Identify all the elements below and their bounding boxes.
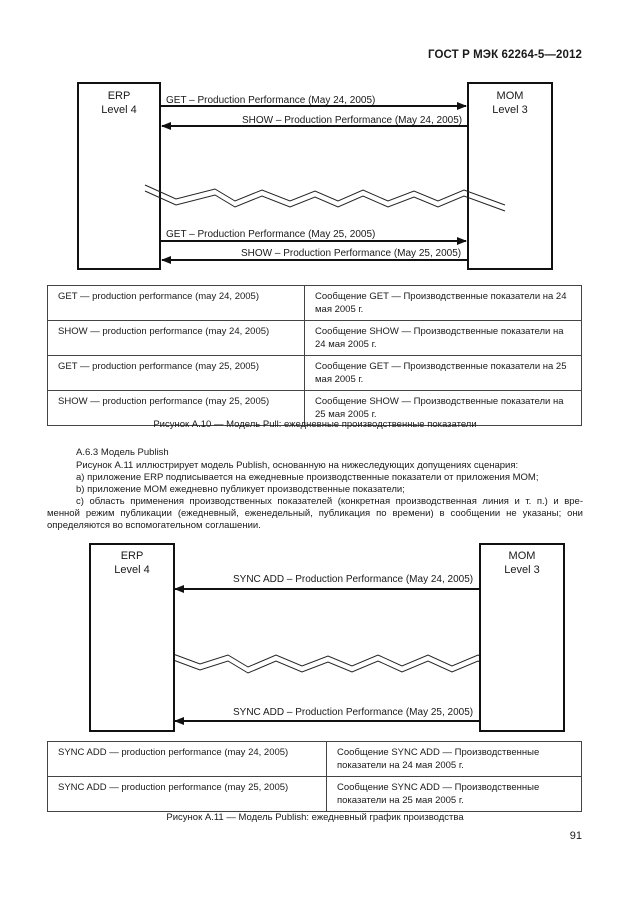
table-cell-ru: Сообщение SYNC ADD — Производственные показатели на 24 мая 2005 г. xyxy=(327,742,582,777)
arrow-label-show-may24: SHOW – Production Performance (May 24, 2005) xyxy=(242,115,463,126)
table-row xyxy=(48,286,582,321)
arrow-label-sync-add-may25: SYNC ADD – Production Performance (May 25, 2005) xyxy=(233,707,474,718)
standard-designation: ГОСТ Р МЭК 62264-5—2012 xyxy=(428,49,582,61)
arrow-label-show-may25: SHOW – Production Performance (May 25, 2005) xyxy=(241,248,462,259)
table-row xyxy=(48,742,582,777)
erp-box-level-2: Level 4 xyxy=(114,564,150,576)
mom-box-level: Level 3 xyxy=(492,104,528,116)
erp-box-level: Level 4 xyxy=(101,104,137,116)
mom-box-title-2: MOM xyxy=(508,550,536,562)
section-line-3: b) приложение MOM ежедневно публикует производственные показатели; xyxy=(76,484,405,495)
table-cell-en: SYNC ADD — production performance (may 25, 2005) xyxy=(48,777,327,812)
erp-box-title-2: ERP xyxy=(120,550,144,562)
arrow-label-get-may25: GET – Production Performance (May 25, 2005) xyxy=(166,229,376,240)
figure10-caption: Рисунок А.10 — Модель Pull: ежедневные производственные показатели xyxy=(153,419,477,430)
section-line-2: a) приложение ERP подписывается на ежедневные производственные показатели от приложения MOM; xyxy=(76,472,539,483)
section-line-4: c) область применения производственных показателей (конкретная производственная линия и т. п.) и вре- xyxy=(76,496,583,507)
figure10-legend-table xyxy=(47,285,582,426)
mom-box-level-2: Level 3 xyxy=(504,564,540,576)
mom-box-title: MOM xyxy=(496,90,524,102)
table-cell-en: SHOW — production performance (may 25, 2005) xyxy=(48,391,305,426)
mom-box-2 xyxy=(479,543,565,732)
arrow-label-sync-add-may24: SYNC ADD – Production Performance (May 24, 2005) xyxy=(233,574,474,585)
page-number: 91 xyxy=(569,830,582,842)
section-heading: A.6.3 Модель Publish xyxy=(76,447,169,458)
table-cell-en: SYNC ADD — production performance (may 24, 2005) xyxy=(48,742,327,777)
time-break-line-lower-2 xyxy=(157,654,516,676)
arrow-label-get-may24: GET – Production Performance (May 24, 2005) xyxy=(166,95,376,106)
time-break-line-lower xyxy=(145,191,505,211)
table-cell-ru: Сообщение GET — Производственные показатели на 24 мая 2005 г. xyxy=(305,286,582,321)
table-cell-en: GET — production performance (may 24, 2005) xyxy=(48,286,305,321)
table-cell-ru: Сообщение SYNC ADD — Производственные показатели на 25 мая 2005 г. xyxy=(327,777,582,812)
table-cell-ru: Сообщение SHOW — Производственные показатели на 25 мая 2005 г. xyxy=(305,391,582,426)
figure11-caption: Рисунок А.11 — Модель Publish: ежедневный график производства xyxy=(166,812,464,823)
figure11-legend-table xyxy=(47,741,582,812)
erp-box-2 xyxy=(89,543,175,732)
section-line-5: менной режим публикации (ежедневный, еженедельный, публикация по времени) в сообщении не указаны; они xyxy=(47,508,583,519)
table-cell-ru: Сообщение SHOW — Производственные показатели на 24 мая 2005 г. xyxy=(305,321,582,356)
table-row xyxy=(48,321,582,356)
section-line-1: Рисунок А.11 иллюстрирует модель Publish, основанную на нижеследующих допущениях сценария: xyxy=(76,460,519,471)
table-cell-ru: Сообщение GET — Производственные показатели на 25 мая 2005 г. xyxy=(305,356,582,391)
table-row xyxy=(48,777,582,812)
erp-box-title: ERP xyxy=(107,90,131,102)
table-row xyxy=(48,356,582,391)
section-line-6: определяются во вспомогательном соглашении. xyxy=(47,520,261,531)
table-cell-en: GET — production performance (may 25, 2005) xyxy=(48,356,305,391)
table-cell-en: SHOW — production performance (may 24, 2005) xyxy=(48,321,305,356)
